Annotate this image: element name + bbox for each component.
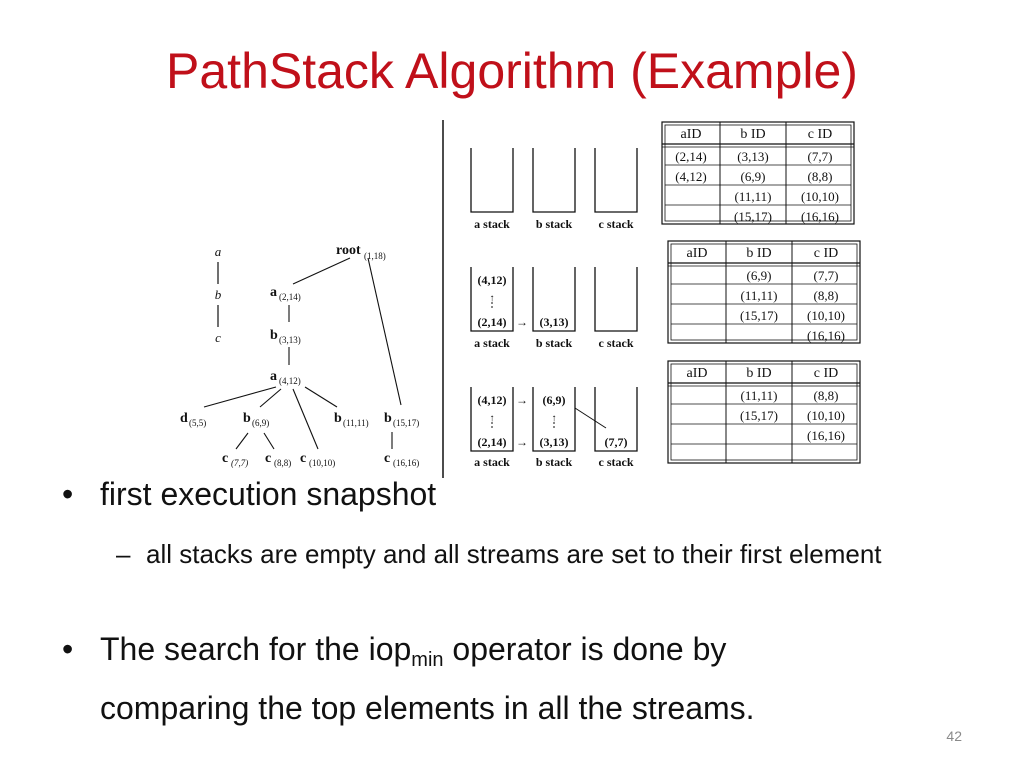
- stack-label: c stack: [598, 217, 634, 231]
- tree-node-label: c: [300, 451, 307, 466]
- tree-node-id: (4,12): [279, 376, 301, 386]
- tree-node-id: (11,11): [343, 418, 369, 428]
- stack-entry: (4,12): [477, 393, 507, 407]
- snapshot-3: [471, 387, 637, 469]
- tree-node-label: b: [243, 411, 251, 426]
- stream-cell: (15,17): [740, 308, 778, 323]
- stack-label: a stack: [474, 455, 510, 469]
- page-number: 42: [946, 728, 962, 744]
- tree-node-id: (7,7): [231, 458, 249, 468]
- tree-node-id: (1,18): [364, 251, 386, 261]
- stream-cell: (10,10): [801, 189, 839, 204]
- tree-node: [270, 369, 301, 386]
- tree-node-id: (5,5): [189, 418, 207, 428]
- stack-entry: (7,7): [604, 435, 628, 449]
- tree-node-root: [336, 243, 386, 261]
- stream-header: b ID: [746, 366, 772, 381]
- tree-node-id: (10,10): [309, 458, 336, 468]
- tree-node: [180, 411, 206, 428]
- stack-entry: (2,14): [477, 435, 507, 449]
- tree-node-id: (16,16): [393, 458, 420, 468]
- tree-node-id: (15,17): [393, 418, 420, 428]
- slide-title: PathStack Algorithm (Example): [166, 43, 858, 99]
- query-node-a: a: [214, 244, 222, 259]
- stream-header: b ID: [746, 246, 772, 261]
- bullet-text-part: operator is done by: [443, 631, 727, 667]
- stream-cell: (8,8): [813, 288, 839, 303]
- pointer-arrow: →: [516, 315, 528, 329]
- pointer-arrow: →: [516, 435, 528, 449]
- stream-header: aID: [680, 127, 702, 142]
- stream-cell: (11,11): [734, 189, 772, 204]
- tree-node-id: (8,8): [274, 458, 292, 468]
- tree-node-label: c: [265, 451, 272, 466]
- tree-node: [270, 285, 301, 302]
- sub-bullet-text: all stacks are empty and all streams are set to their first element: [146, 539, 882, 569]
- stack-label: a stack: [474, 217, 510, 231]
- tree-node-label: c: [222, 451, 229, 466]
- stream-cell: (10,10): [807, 308, 845, 323]
- bullet-text-part: The search for the iop: [100, 631, 412, 667]
- tree-node-id: (6,9): [252, 418, 270, 428]
- stream-cell: (4,12): [675, 169, 707, 184]
- stack-label: b stack: [535, 336, 573, 350]
- tree-node-id: (3,13): [279, 335, 301, 345]
- pointer-arrow: ↑: [489, 413, 495, 424]
- tree-node: [270, 328, 301, 345]
- tree-node-label: root: [336, 243, 361, 258]
- stack-label: c stack: [598, 336, 634, 350]
- stream-cell: (6,9): [740, 169, 766, 184]
- stream-cell: (11,11): [740, 288, 778, 303]
- snapshot-1: [471, 148, 637, 231]
- query-node-b: b: [214, 287, 222, 302]
- tree-node-label: d: [180, 411, 188, 426]
- stream-cell: (7,7): [813, 268, 839, 283]
- stream-header: b ID: [740, 127, 766, 142]
- c-stack-box: [595, 267, 637, 331]
- a-stack-box: [471, 148, 513, 212]
- tree-node-label: a: [270, 369, 277, 384]
- tree-node-label: c: [384, 451, 391, 466]
- bullet-text: [100, 625, 755, 732]
- stream-cell: (16,16): [807, 428, 845, 443]
- stream-cell: (7,7): [807, 149, 833, 164]
- stream-cell: (2,14): [675, 149, 707, 164]
- stream-table: [668, 361, 860, 463]
- bullet-marker: •: [62, 631, 74, 667]
- query-node-c: c: [215, 330, 221, 345]
- tree-node: [265, 451, 291, 468]
- c-stack-box: [595, 148, 637, 212]
- stack-entry: (3,13): [539, 315, 569, 329]
- stream-cell: (3,13): [737, 149, 769, 164]
- stream-table: [668, 241, 860, 343]
- tree-node-label: a: [270, 285, 277, 300]
- data-tree: [180, 243, 419, 468]
- tree-node-label: b: [334, 411, 342, 426]
- stream-cell: (8,8): [813, 388, 839, 403]
- tree-node: [222, 451, 248, 468]
- stack-entry: (4,12): [477, 273, 507, 287]
- stream-cell: (16,16): [807, 328, 845, 343]
- tree-node-id: (2,14): [279, 292, 301, 302]
- bullet-subscript: min: [411, 649, 444, 671]
- tree-node: [300, 451, 335, 468]
- tree-node: [334, 411, 369, 428]
- tree-node: [243, 411, 269, 428]
- stream-header: aID: [686, 246, 708, 261]
- stream-cell: (16,16): [801, 209, 839, 224]
- bullet-text-line: comparing the top elements in all the streams.: [100, 690, 755, 726]
- bullet-marker: •: [62, 476, 74, 512]
- stream-header: c ID: [813, 246, 839, 261]
- pointer-arrow: ↑: [551, 413, 557, 424]
- sub-bullet-marker: –: [116, 539, 131, 569]
- stream-cell: (15,17): [734, 209, 772, 224]
- bullet-text: first execution snapshot: [100, 476, 437, 512]
- stack-entry: (6,9): [542, 393, 566, 407]
- stream-tables: [662, 122, 860, 463]
- stack-label: b stack: [535, 217, 573, 231]
- tree-node: [384, 451, 419, 468]
- stack-label: a stack: [474, 336, 510, 350]
- pointer-arrow: ↑: [489, 293, 495, 304]
- stream-cell: (8,8): [807, 169, 833, 184]
- stack-entry: (3,13): [539, 435, 569, 449]
- stream-header: c ID: [813, 366, 839, 381]
- query-pattern: [215, 244, 222, 345]
- pointer-arrow: →: [516, 393, 528, 407]
- tree-node-label: b: [270, 328, 278, 343]
- stream-cell: (15,17): [740, 408, 778, 423]
- stack-label: b stack: [535, 455, 573, 469]
- tree-node-label: b: [384, 411, 392, 426]
- stream-cell: (6,9): [746, 268, 772, 283]
- stack-snapshots: [471, 148, 637, 469]
- snapshot-2: [471, 267, 637, 350]
- stream-cell: (10,10): [807, 408, 845, 423]
- stream-cell: (11,11): [740, 388, 778, 403]
- stream-header: c ID: [807, 127, 833, 142]
- tree-node: [384, 411, 419, 428]
- stream-table: [662, 122, 854, 224]
- stack-label: c stack: [598, 455, 634, 469]
- b-stack-box: [533, 148, 575, 212]
- stack-entry: (2,14): [477, 315, 507, 329]
- stream-header: aID: [686, 366, 708, 381]
